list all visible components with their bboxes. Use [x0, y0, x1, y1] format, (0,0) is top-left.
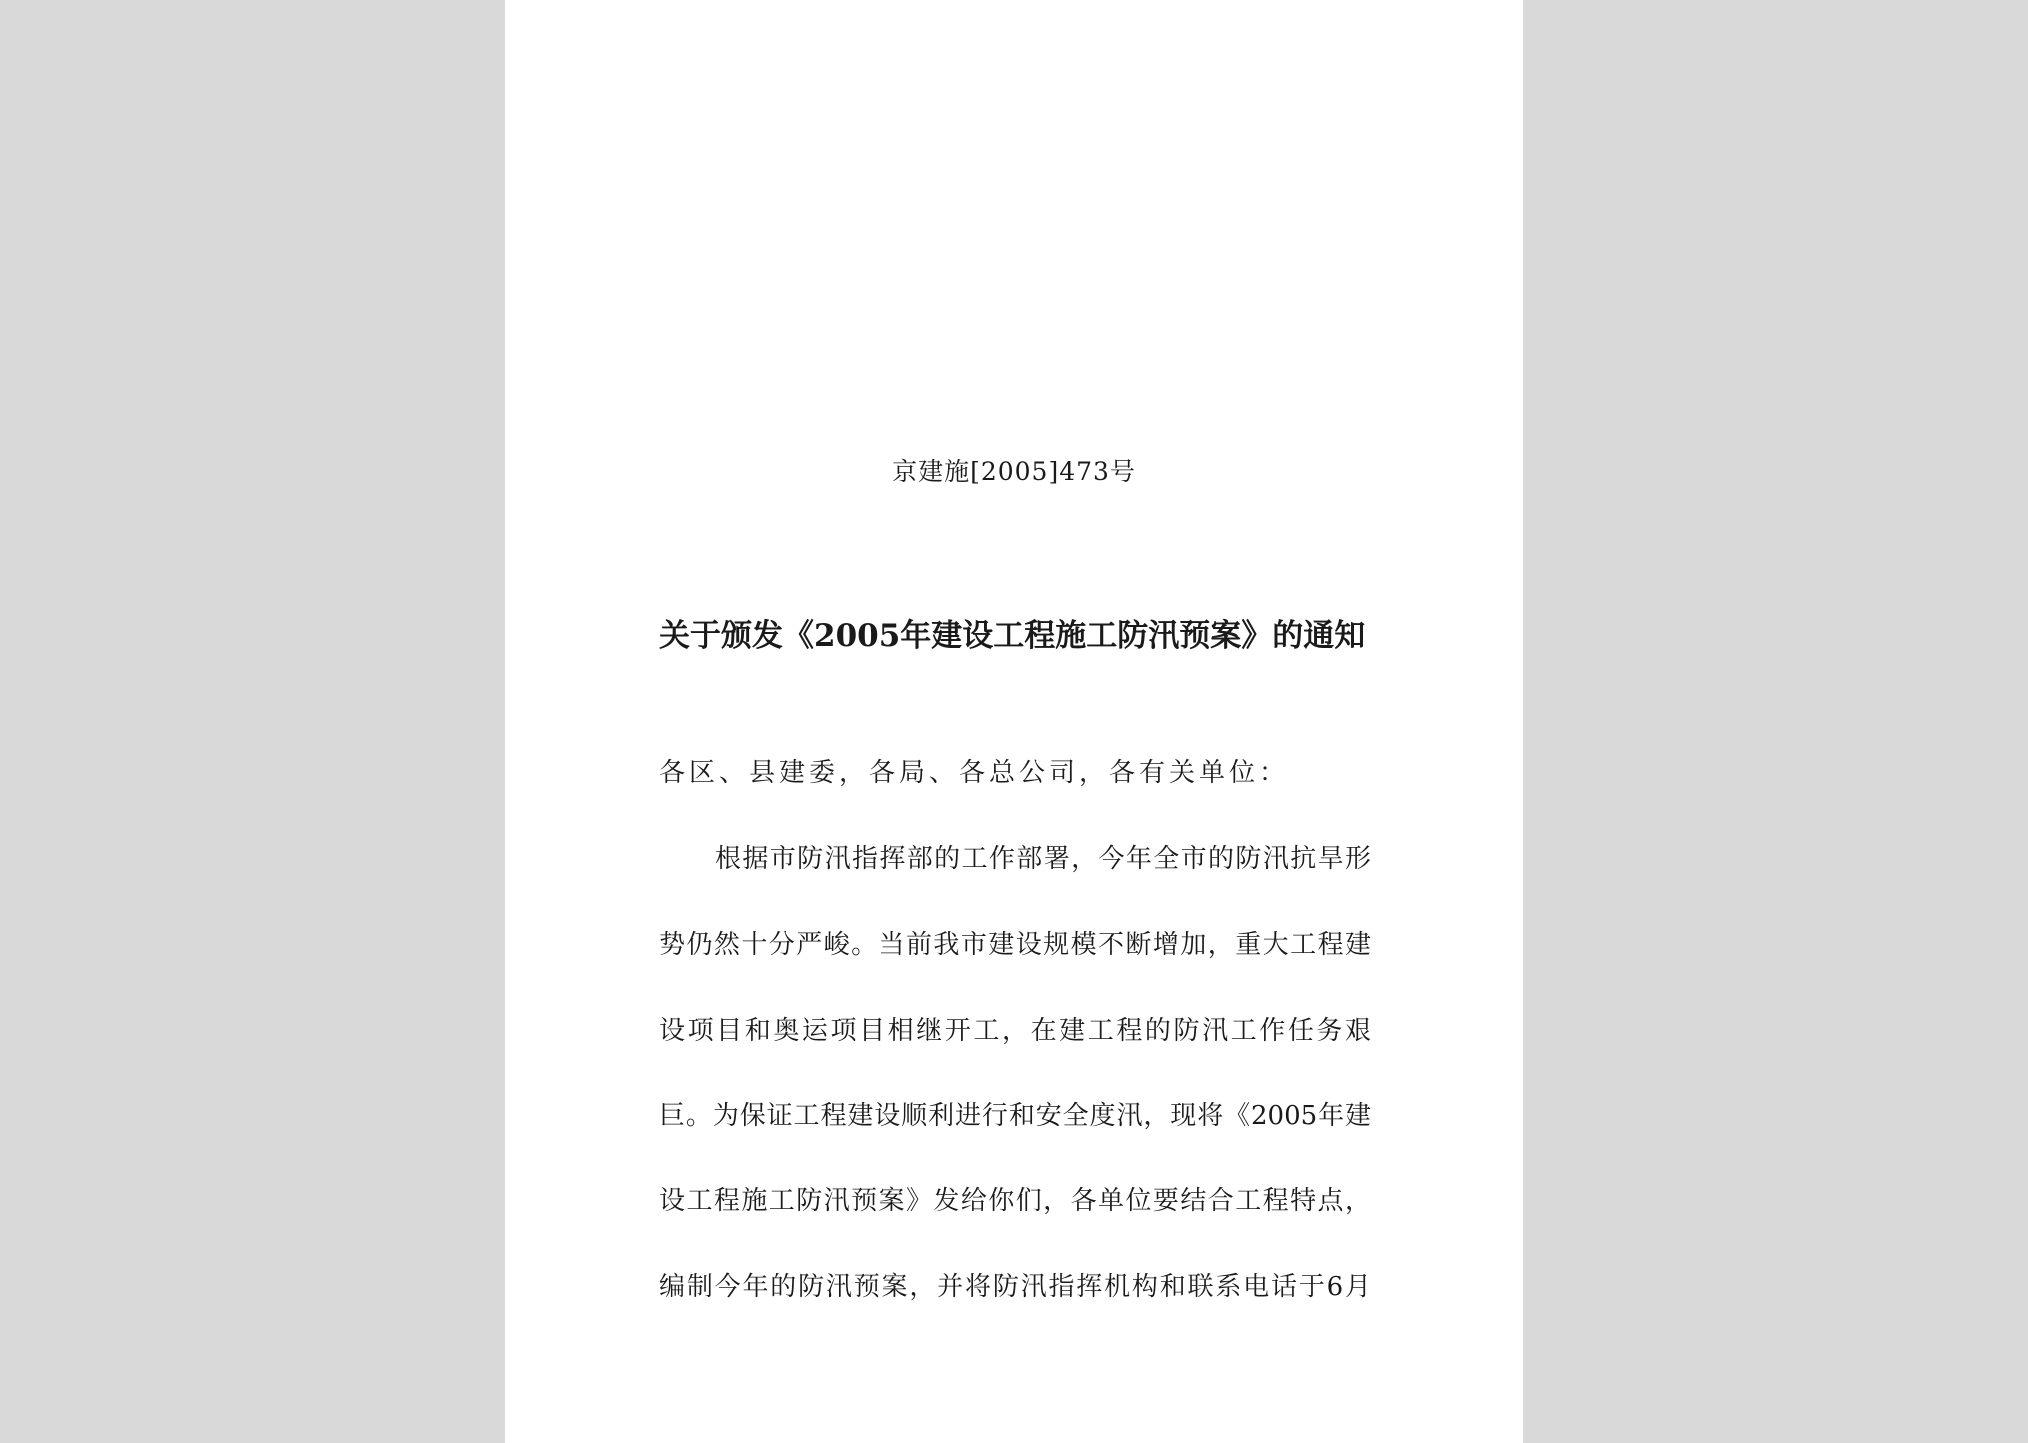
- document-title: 关于颁发《2005年建设工程施工防汛预案》的通知: [659, 618, 1366, 654]
- body-line: 势仍然十分严峻。当前我市建设规模不断增加，重大工程建: [659, 930, 1371, 960]
- document-page: [505, 0, 1523, 1443]
- salutation: 各区、县建委，各局、各总公司，各有关单位：: [659, 758, 1290, 788]
- document-number: 京建施[2005]473号: [892, 457, 1136, 486]
- body-line: 巨。为保证工程建设顺利进行和安全度汛，现将《2005年建: [659, 1101, 1371, 1131]
- body-line: 设项目和奥运项目相继开工，在建工程的防汛工作任务艰: [659, 1016, 1371, 1046]
- body-line: 编制今年的防汛预案，并将防汛指挥机构和联系电话于6月: [659, 1272, 1371, 1302]
- body-line: 根据市防汛指挥部的工作部署，今年全市的防汛抗旱形: [715, 844, 1371, 874]
- body-line: 设工程施工防汛预案》发给你们，各单位要结合工程特点，: [659, 1186, 1371, 1216]
